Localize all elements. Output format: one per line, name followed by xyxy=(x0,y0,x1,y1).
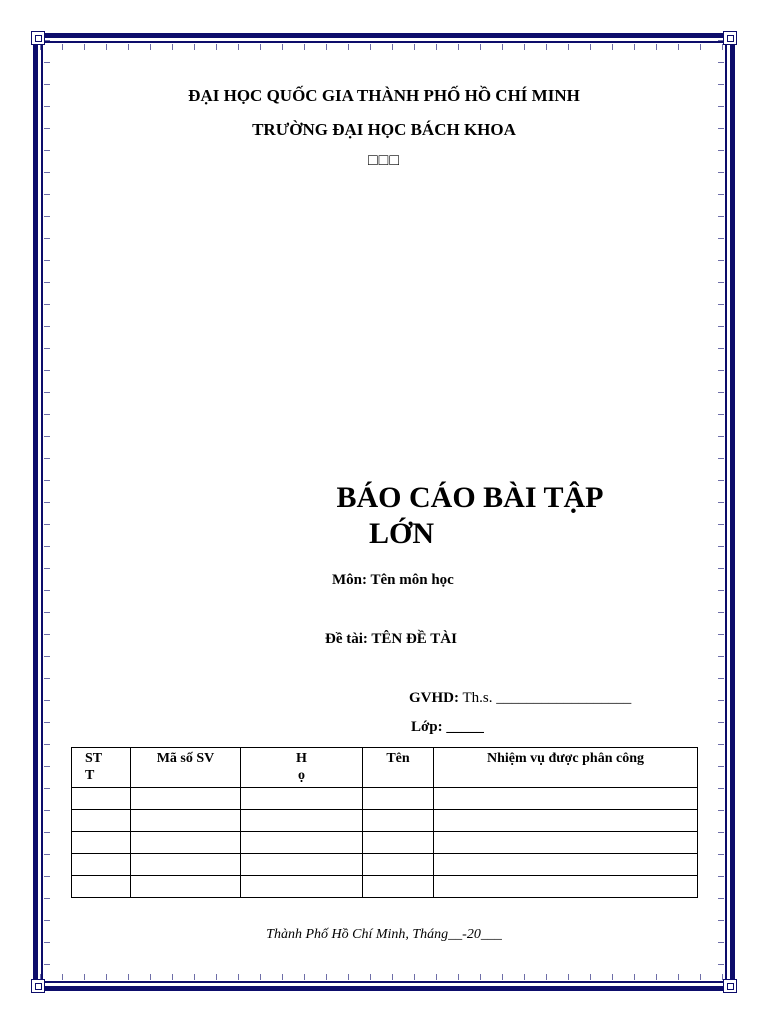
advisor-label: GVHD: xyxy=(409,690,459,706)
border-pattern-left xyxy=(44,40,50,984)
table-cell[interactable] xyxy=(363,788,434,810)
table-row xyxy=(72,788,698,810)
table-cell[interactable] xyxy=(363,810,434,832)
table-cell[interactable] xyxy=(434,854,698,876)
header-last-name-part-2: ọ xyxy=(298,768,305,783)
table-cell[interactable] xyxy=(72,876,131,898)
report-title-line-2: LỚN xyxy=(369,517,435,550)
table-cell[interactable] xyxy=(363,876,434,898)
table-cell[interactable] xyxy=(131,788,241,810)
members-table-header xyxy=(72,748,698,788)
header-stt-part-1: ST xyxy=(85,751,103,766)
advisor-line xyxy=(409,690,631,707)
header-last-name-part-1: H xyxy=(296,751,307,766)
border-pattern-top xyxy=(40,44,728,50)
table-cell[interactable] xyxy=(241,854,363,876)
report-title xyxy=(290,480,650,552)
corner-ornament-top-right xyxy=(723,31,737,45)
table-cell[interactable] xyxy=(434,876,698,898)
table-cell[interactable] xyxy=(241,876,363,898)
table-cell[interactable] xyxy=(72,832,131,854)
table-row xyxy=(72,854,698,876)
class-line: Lớp: _____ xyxy=(411,719,484,735)
header-first-name: Tên xyxy=(363,748,434,788)
table-cell[interactable] xyxy=(72,810,131,832)
table-cell[interactable] xyxy=(434,832,698,854)
table-cell[interactable] xyxy=(131,832,241,854)
school-name: TRƯỜNG ĐẠI HỌC BÁCH KHOA xyxy=(252,120,516,139)
table-cell[interactable] xyxy=(131,854,241,876)
table-cell[interactable] xyxy=(241,832,363,854)
table-row xyxy=(72,832,698,854)
header-student-id: Mã số SV xyxy=(131,748,241,788)
topic-line: Đề tài: TÊN ĐỀ TÀI xyxy=(325,631,457,647)
table-cell[interactable] xyxy=(131,876,241,898)
table-cell[interactable] xyxy=(434,810,698,832)
university-name: ĐẠI HỌC QUỐC GIA THÀNH PHỐ HỒ CHÍ MINH xyxy=(188,86,580,105)
table-cell[interactable] xyxy=(72,854,131,876)
corner-ornament-bottom-left xyxy=(31,979,45,993)
header-ornament: □□□ xyxy=(368,152,400,169)
border-pattern-bottom xyxy=(40,974,728,980)
header-task: Nhiệm vụ được phân công xyxy=(434,748,698,788)
header-stt xyxy=(72,748,131,788)
table-row xyxy=(72,876,698,898)
table-cell[interactable] xyxy=(363,832,434,854)
corner-ornament-top-left xyxy=(31,31,45,45)
table-cell[interactable] xyxy=(434,788,698,810)
header-last-name xyxy=(241,748,363,788)
report-title-line-1: BÁO CÁO BÀI TẬP xyxy=(336,481,604,514)
table-cell[interactable] xyxy=(241,810,363,832)
table-cell[interactable] xyxy=(72,788,131,810)
table-cell[interactable] xyxy=(131,810,241,832)
table-row xyxy=(72,810,698,832)
header-stt-part-2: T xyxy=(85,768,95,783)
table-cell[interactable] xyxy=(241,788,363,810)
place-date-line: Thành Phố Hồ Chí Minh, Tháng__-20___ xyxy=(266,927,502,942)
advisor-value: Th.s. __________________ xyxy=(462,690,632,706)
members-table xyxy=(71,747,698,898)
corner-ornament-bottom-right xyxy=(723,979,737,993)
border-pattern-right xyxy=(718,40,724,984)
table-cell[interactable] xyxy=(363,854,434,876)
subject-line: Môn: Tên môn học xyxy=(332,572,454,588)
